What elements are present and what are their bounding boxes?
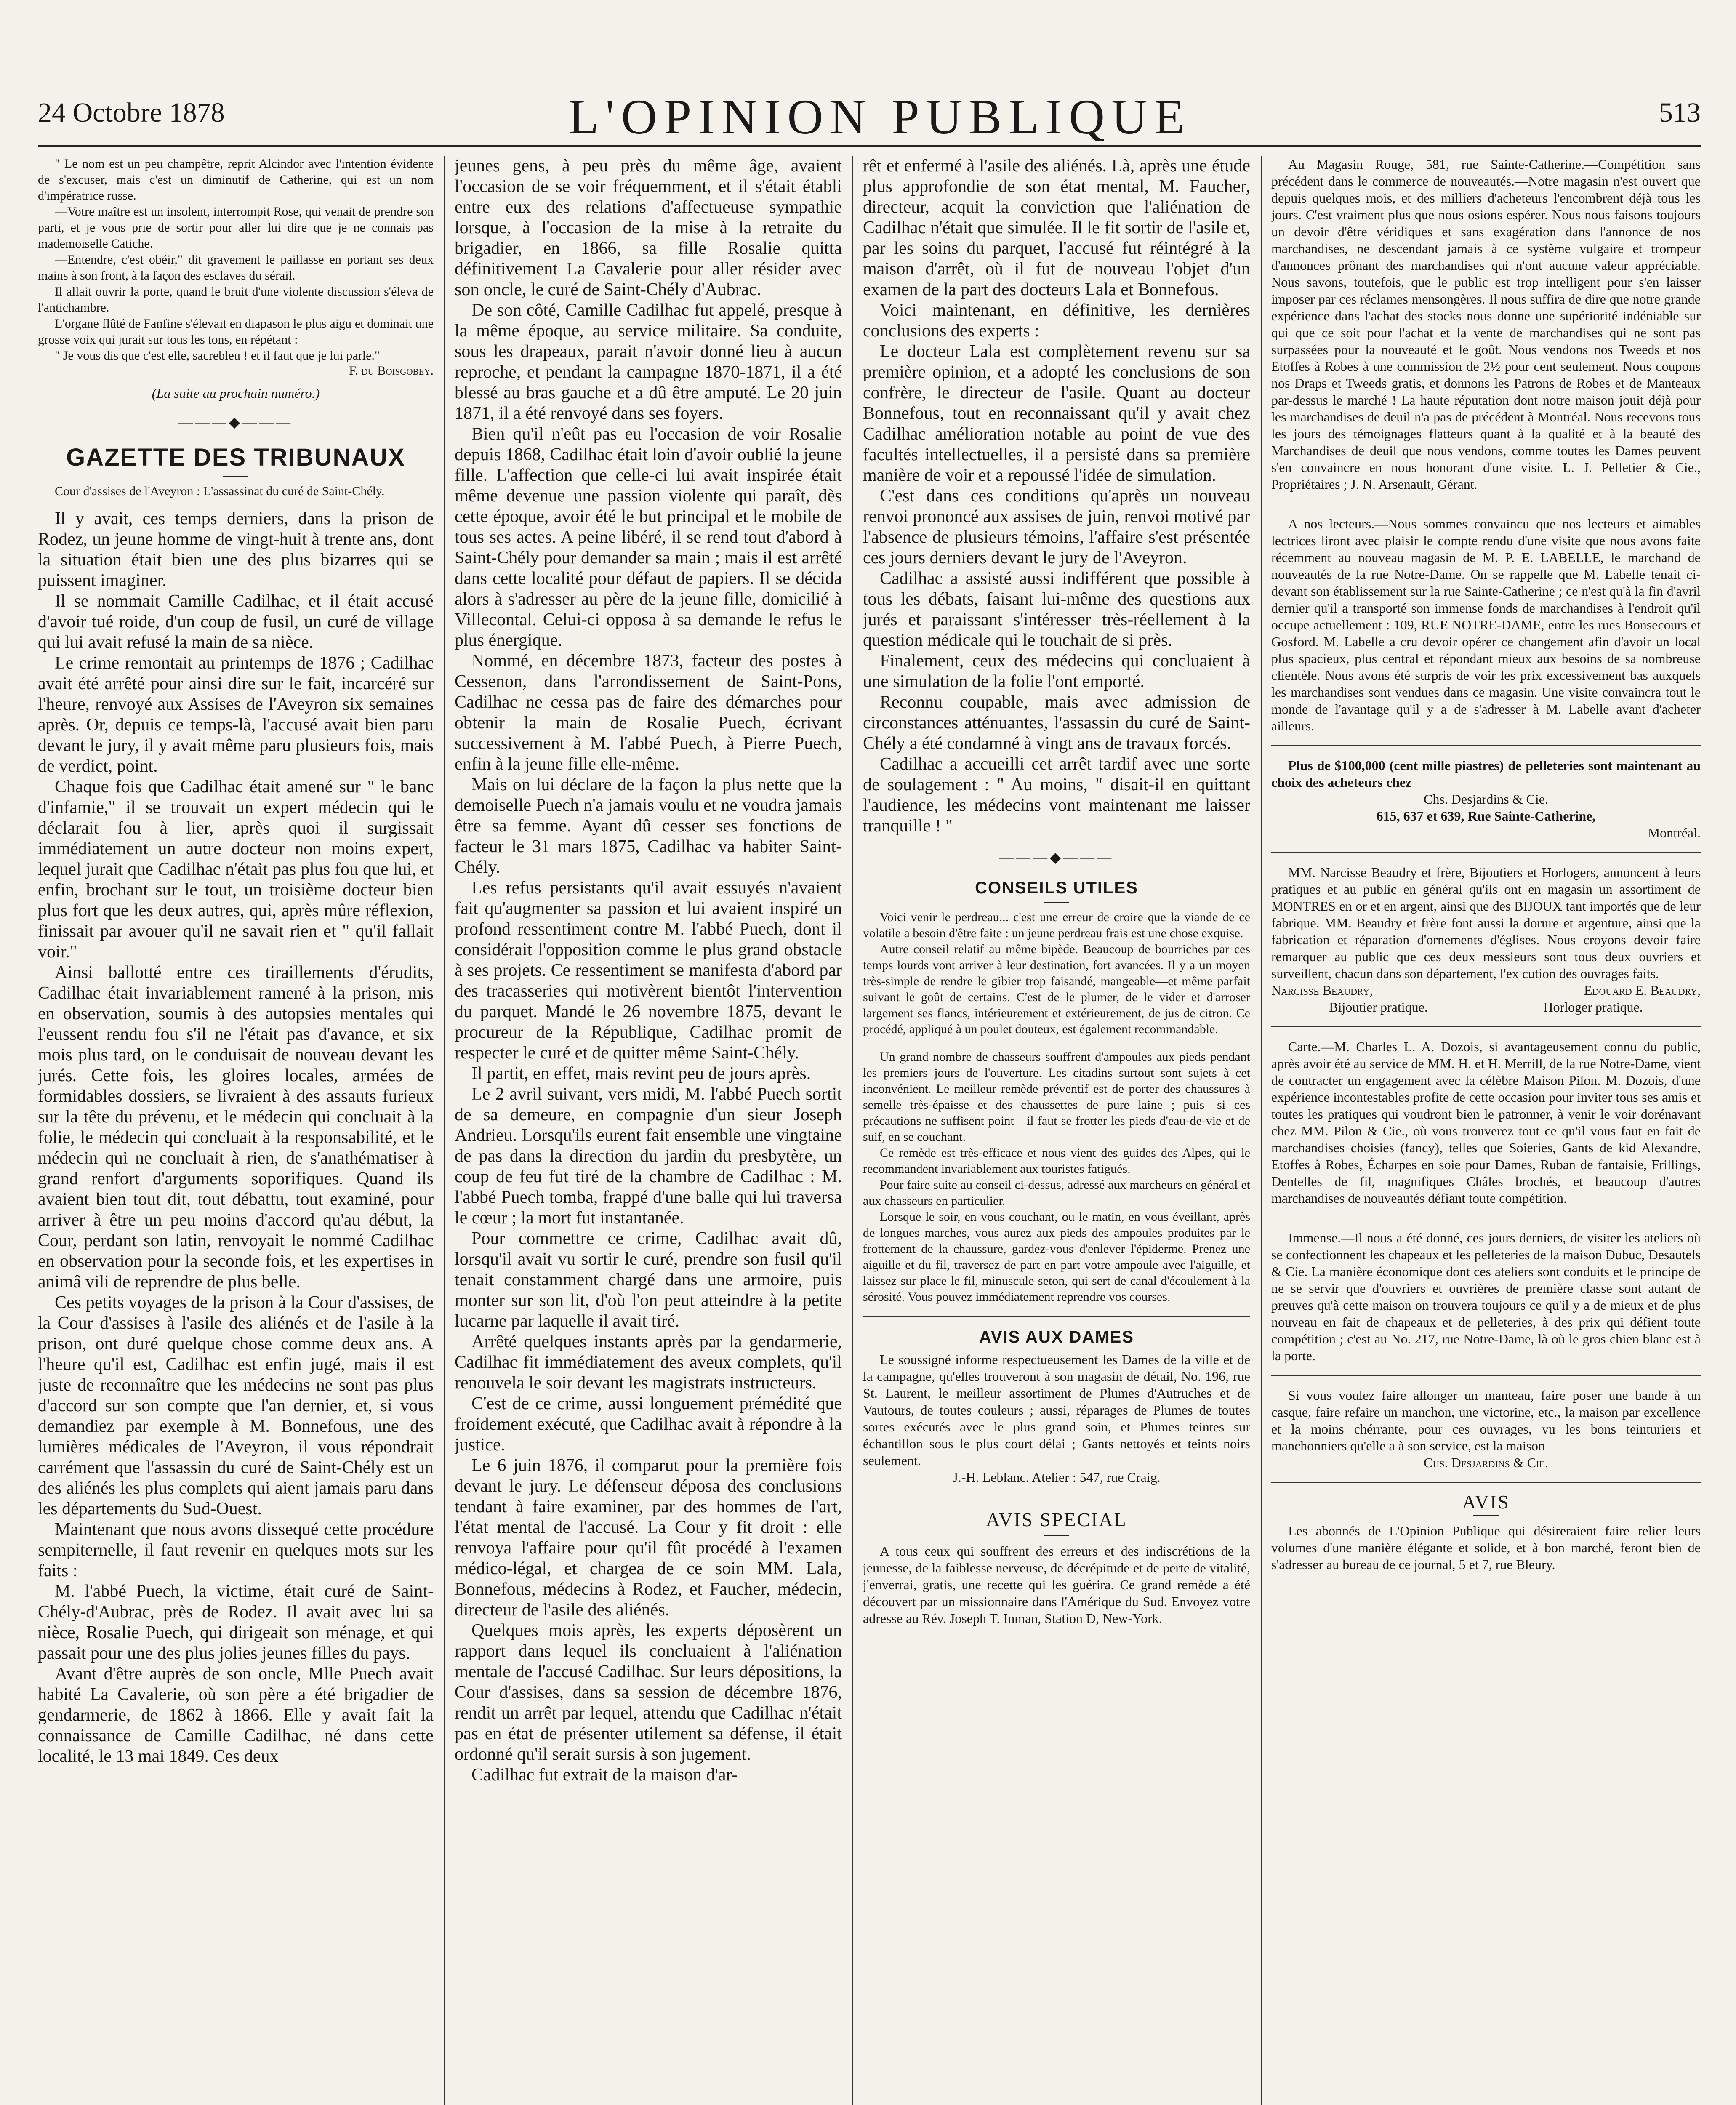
magasin-rouge-ad: Au Magasin Rouge, 581, rue Sainte-Catherine.—Compétition sans précédent dans le commerce de nouveautés.—Notre magasin n'est ouvert que depuis quelques mois, et des milliers d'acheteurs l'encombrent déjà tous les jours. C'est vraiment plus que nous osions espérer. Nous nous faisons toujours un devoir d'être véridiques et sans exagération dans l'annonce de nos marchandises, ne descendant jamais à ce système vulgaire et trompeur d'annonces prônant des marchandises qui n'ont aucune valeur appréciable. Nous savons, toutefois, que le public est trop intelligent pour s'en laisser imposer par ces réclames mensongères. Il nous suffira de dire que notre grande expérience dans l'achat des stocks nous donne une supériorité indéniable sur qui que ce soit pour l'achat et la vente de marchandises qui ne sont pas surpassées pour la nouveauté et le goût. Nous vendons nos Tweeds et nos Etoffes à Robes à une commission de 2½ pour cent seulement. Nous coupons nos Draps et Tweeds gratis, et donnons les Patrons de Robes et de Manteaux par-dessus le marché ! La haute réputation dont notre maison jouit déjà pour les marchandises de deuil n'a pas de précédent à Montréal. Nous recevons tous les jours des témoignages flatteurs quant à la qualité et à la beauté des Marchandises de deuil que nous vendons, comme toutes les Dames peuvent s'en convaincre en nous honorant d'une visite. L. J. Pelletier & Cie., Propriétaires ; J. N. Arsenault, Gérant. (1271, 157, 1701, 492)
article-paragraph: Avant d'être auprès de son oncle, Mlle Puech avait habité La Cavalerie, où son père a été brigadier de gendarmerie, de 1862 à 1866. Elle y avait fait la connaissance de Camille Cadilhac, né dans cette localité, le 13 mai 1849. Ces deux (38, 1664, 434, 1766)
article-paragraph: rêt et enfermé à l'asile des aliénés. Là, après une étude plus approfondie de son état mental, M. Faucher, directeur, acquit la conviction que l'aliénation de Cadilhac n'était que simulée. Il le fit sortir de l'asile et, par les soins du parquet, l'accusé fut réintégré à la maison d'arrêt, où il fut de nouveau l'objet d'un examen de la part des docteurs Lala et Bonnefous. (863, 156, 1250, 299)
article-paragraph: Ainsi ballotté entre ces tiraillements d'érudits, Cadilhac était invariablement ramené à la prison, mis en observation, soumis à des autopsies mentales qui l'eussent rendu fou s'il ne l'était pas d'avance, et six mois plus tard, on le conduisait de nouveau devant les jurés. Cette fois, les gloires locales, armées de formidables dossiers, se livraient à des assauts furieux sur la tête du prévenu, et le médecin qui concluait à la folie, le médecin qui concluait à la responsabilité, et le médecin qui ne concluait à rien, de s'anathématiser à grand renfort d'arguments soporifiques. Quand ils avaient bien tout dit, tout débattu, tout examiné, pour arriver à être un peu moins d'accord qu'au début, la Cour, perdant son latin, renvoyait le nommé Cadilhac en observation pour la seconde fois, et les expertises in animâ vili de reprendre de plus belle. (38, 963, 434, 1292)
article-paragraph: Pour commettre ce crime, Cadilhac avait dû, lorsqu'il avait vu sortir le curé, prendre son fusil qu'il tenait constamment chargé dans une armoire, puis monter sur son lit, d'où l'on peut atteindre à la petite lucarne par laquelle il avait tiré. (455, 1229, 842, 1331)
heading-rule (1473, 1515, 1499, 1516)
column-divider (852, 156, 853, 2105)
article-paragraph: De son côté, Camille Cadilhac fut appelé, presque à la même époque, au service militaire. Sa conduite, sous les drapeaux, parait n'avoir donné lieu à aucun reproche, et pendant la campagne 1870-1871, il a été blessé au bras gauche et a dû être amputé. Le 20 juin 1871, il a été renvoyé dans ses foyers. (455, 301, 842, 423)
serial-paragraph: Il allait ouvrir la porte, quand le bruit d'une violente discussion s'éleva de l'antichambre. (38, 285, 434, 314)
signature-title: Bijoutier pratique. (1329, 999, 1428, 1015)
column-1 (38, 156, 434, 2105)
column-divider (444, 156, 445, 2105)
article-paragraph: Maintenant que nous avons dissequé cette procédure sempiternelle, il faut revenir en quelques mots sur les faits : (38, 1520, 434, 1580)
serial-novel-excerpt (38, 156, 434, 364)
serial-continued-note: (La suite au prochain numéro.) (152, 386, 320, 401)
avis-heading: AVIS (1462, 1491, 1510, 1513)
avis-special-ad (863, 1543, 1250, 1627)
pelleteries-ad: Plus de $100,000 (cent mille piastres) de pelleteries sont maintenant au choix des acheteurs chez (1271, 758, 1701, 790)
pelleteries-address: 615, 637 et 639, Rue Sainte-Catherine, (1376, 808, 1596, 823)
article-paragraph: Autre conseil relatif au même bipède. Beaucoup de bourriches par ces temps lourds vont arriver à leur destination, fort avancées. Il y a un moyen très-simple de rendre le gibier trop faisandé, mangeable—et même parfait suivant le goût de certains. C'est de le plumer, de le vider et d'arroser largement ses flancs, intérieurement et extérieurement, de jus de citron. Ce procédé, appliqué à un poulet douteux, est également recommandable. (863, 942, 1250, 1036)
article-paragraph: Il y avait, ces temps derniers, dans la prison de Rodez, un jeune homme de vingt-huit à trente ans, dont la situation était bien une des plus bizarres qui se puissent imaginer. (38, 509, 434, 590)
article-paragraph: Cadilhac a accueilli cet arrêt tardif avec une sorte de soulagement : " Au moins, " disait-il en quittant l'audience, les médecins vont maintenant me laisser tranquille ! " (863, 754, 1250, 836)
section-rule (1271, 745, 1701, 746)
section-rule (1271, 1482, 1701, 1483)
article-paragraph: Il se nommait Camille Cadilhac, et il était accusé d'avoir tué roide, d'un coup de fusil, un curé de village qui lui avait refusé la main de sa nièce. (38, 592, 434, 652)
article-paragraph: Cadilhac fut extrait de la maison d'ar- (471, 1765, 738, 1785)
avis-dames-ad (863, 1351, 1250, 1486)
article-paragraph: Cadilhac a assisté aussi indifférent que possible à tous les débats, faisant lui-même des questions aux jurés et paraissant s'intéresser très-réellement à la question médicale qui le touchait de si près. (863, 569, 1250, 650)
article-paragraph: Les refus persistants qu'il avait essuyés n'avaient fait qu'augmenter sa passion et lui avaient inspiré un profond ressentiment contre M. l'abbé Puech, dont il considérait l'opposition comme le plus grand obstacle à ses projets. Ce ressentiment se manifesta d'abord par des tracasseries qui motivèrent bientôt l'intervention du parquet. Mandé le 26 novembre 1875, devant le procureur de la République, Cadilhac promit de respecter le curé et de quitter même Saint-Chély. (455, 878, 842, 1063)
beaudry-ad: MM. Narcisse Beaudry et frère, Bijoutiers et Horlogers, annoncent à leurs pratiques et au public en général qu'ils ont en magasin un assortiment de MONTRES en or et en argent, ainsi que des BIJOUX tant importés que de leur fabrique. MM. Beaudry et frère font aussi la dorure et argenture, ainsi que la fabrication et réparation d'ornements d'églises. Nous croyons devoir faire remarquer au public que ces deux messieurs sont tous deux ouvriers et surveillent, chacun dans son département, l'ex cution des ouvrages faits. (1271, 865, 1701, 981)
masthead-title: L'OPINION PUBLIQUE (568, 89, 1191, 144)
avis-special-heading: AVIS SPECIAL (986, 1509, 1127, 1530)
article-paragraph: Le docteur Lala est complètement revenu sur sa première opinion, et a adopté les conclusions de son confrère, le directeur de l'asile. Quant au docteur Bonnefous, tout en reconnaissant qu'il y avait chez Cadilhac amélioration notable au point de vue des facultés intellectuelles, il a persisté dans sa première manière de voir et a repoussé l'idée de simulation. (863, 342, 1250, 485)
column-4 (1271, 156, 1701, 2105)
gazette-heading: GAZETTE DES TRIBUNAUX (66, 444, 405, 471)
immense-notice: Immense.—Il nous a été donné, ces jours derniers, de visiter les ateliers où se confectionnent les chapeaux et les pelleteries de la maison Dubuc, Desautels & Cie. La manière économique dont ces ateliers sont conduits et le principe de ne se servir que d'ouvriers et ouvrières de première classe sont autant de preuves qu'à cette maison on trouvera toujours ce qu'il y a de mieux et de plus nouveau en fait de chapeaux et de pelleteries, à des prix qui défient toute compétition ; c'est au No. 217, rue Notre-Dame, là où le gros chien blanc est à la porte. (1271, 1230, 1701, 1363)
lecteurs-notice: A nos lecteurs.—Nous sommes convaincu que nos lecteurs et aimables lectrices liront avec plaisir le compte rendu d'une visite que nous avons faite récemment au nouveau magasin de M. P. E. LABELLE, le marchand de nouveautés de la rue Notre-Dame. On se rappelle que M. Labelle tenait ci-devant son établissement sur la rue Sainte-Catherine ; ce n'est qu'à la fin d'avril dernier qu'il a transporté son immense fonds de marchandises à l'endroit qu'il occupe actuellement : 109, RUE NOTRE-DAME, entre les rues Bonsecours et Gosford. M. Labelle a cru devoir opérer ce changement afin d'avoir un local plus spacieux, plus central et répondant mieux aux besoins de sa nombreuse clientèle. Nous avons été surpris de voir les prix excessivement bas auxquels les marchandises sont vendues dans ce magasin. Une visite convaincra tout le monde de l'avantage qu'il y a de s'adresser à M. Labelle avant d'acheter ailleurs. (1271, 516, 1701, 733)
column-2 (455, 156, 842, 2105)
article-paragraph: Mais on lui déclare de la façon la plus nette que la demoiselle Puech n'a jamais voulu et ne voudra jamais être sa femme. Ayant dû cesser ses fonctions de facteur le 31 mars 1875, Cadilhac va habiter Saint-Chély. (455, 775, 842, 877)
article-paragraph: Arrêté quelques instants après par la gendarmerie, Cadilhac fit immédiatement des aveux complets, qu'il renouvela le soir devant les magistrats instructeurs. (455, 1332, 842, 1393)
avis-notice: Les abonnés de L'Opinion Publique qui désireraient faire relier leurs volumes d'une manière élégante et solide, et à bon marché, feront bien de s'adresser au bureau de ce journal, 5 et 7, rue Bleury. (1271, 1523, 1701, 1572)
serial-paragraph: —Entendre, c'est obéir," dit gravement le paillasse en portant ses deux mains à son front, à la façon des esclaves du sérail. (38, 253, 434, 282)
ornament-divider: ———◆——— (999, 850, 1114, 866)
beaudry-titles (1271, 999, 1701, 1015)
signature-title: Horloger pratique. (1543, 999, 1643, 1015)
serial-author: F. du Boisgobey. (349, 364, 434, 378)
article-paragraph: Finalement, ceux des médecins qui concluaient à une simulation de la folie l'ont emporté. (863, 651, 1250, 691)
article-paragraph: M. l'abbé Puech, la victime, était curé de Saint-Chély-d'Aubrac, près de Rodez. Il avait avec lui sa nièce, Rosalie Puech, qui dirigeait son ménage, et qui passait pour une des plus jolies jeunes filles du pays. (38, 1582, 434, 1663)
pelleteries-signature: Chs. Desjardins & Cie. (1424, 791, 1548, 807)
ad-text: A tous ceux qui souffrent des erreurs et des indiscrétions de la jeunesse, de la faiblesse nerveuse, de décrépitude et de perte de vitalité, j'enverrai, gratis, une recette qui les guérira. Ce grand remède a été découvert par un missionnaire dans l'Amérique du Sud. Envoyez votre adresse au Rév. Joseph T. Inman, Station D, New-York. (863, 1543, 1250, 1626)
gazette-subheading: Cour d'assises de l'Aveyron : L'assassinat du curé de Saint-Chély. (55, 484, 385, 498)
header-rule (38, 145, 1701, 149)
serial-paragraph: " Le nom est un peu champêtre, reprit Alcindor avec l'intention évidente de s'excuser, mais c'est un diminutif de Catherine, qui est un nom d'impératrice russe. (38, 157, 434, 203)
serial-paragraph: —Votre maître est un insolent, interrompit Rose, qui venait de prendre son parti, et je vous prie de sortir pour aller lui dire que je ne connais pas mademoiselle Catiche. (38, 205, 434, 250)
signature-name: Narcisse Beaudry, (1271, 983, 1373, 998)
carte-notice: Carte.—M. Charles L. A. Dozois, si avantageusement connu du public, après avoir été au service de MM. H. et H. Merrill, de la rue Notre-Dame, vient de contracter un engagement avec la célèbre Maison Pilon. M. Dozois, d'une expérience incontestables profite de cette occasion pour inviter tous ses amis et toutes les pratiques qui voudront bien le patronner, à venir le voir dorénavant chez MM. Pilon & Cie., où vous trouverez tout ce qu'il vous faut en fait de marchandises choisies (fancy), telles que Soieries, Gants de kid Alexandre, Etoffes à Robes, Écharpes en soie pour Dames, Ruban de fantaisie, Frillings, Dentelles de fil, magnifiques Châles brochés, et beaucoup d'autres marchandises de nouveautés défiant toute compétition. (1271, 1039, 1701, 1206)
serial-paragraph: L'organe flûté de Fanfine s'élevait en diapason le plus aigu et dominait une grosse voix qui jurait sur tous les tons, en répétant : (38, 317, 434, 346)
article-paragraph: C'est dans ces conditions qu'après un nouveau renvoi prononcé aux assises de juin, renvoi motivé par l'absence de plusieurs témoins, l'affaire s'est présentée ces jours derniers devant le jury de l'Aveyron. (863, 486, 1250, 568)
column-3 (863, 156, 1250, 2105)
signature-name: Edouard E. Beaudry, (1584, 983, 1701, 998)
column-divider (1261, 156, 1262, 2105)
article-paragraph: Le crime remontait au printemps de 1876 ; Cadilhac avait été arrêté pour ainsi dire sur le fait, incarcéré sur l'heure, renvoyé aux Assises de l'Aveyron six semaines après. Or, depuis ce temps-là, l'accusé avait bien paru devant le jury, il y avait même paru plusieurs fois, mais de verdict, point. (38, 653, 434, 776)
serial-paragraph: " Je vous dis que c'est elle, sacrebleu ! et il faut que je lui parle." (55, 349, 380, 362)
article-paragraph: Chaque fois que Cadilhac était amené sur " le banc d'infamie," il se trouvait un expert médecin qui le déclarait fou à lier, après quoi il surgissait immédiatement un autre docteur non moins expert, lequel jurait que Cadilhac n'était pas plus fou que lui, et enfin, brochant sur le tout, un troisième docteur bien plus fort que les deux autres, qui, après mûre réflexion, finissait par avouer qu'il ne savait rien et " qu'il fallait voir." (38, 777, 434, 962)
article-paragraph: Lorsque le soir, en vous couchant, ou le matin, en vous éveillant, après de longues marches, vous aurez aux pieds des ampoules produites par le frottement de la chaussure, gardez-vous d'enlever l'épiderme. Prenez une aiguille et du fil, traversez de part en part votre ampoule avec l'aiguille, et laissez sur place le fil, minuscule seton, qui sert de canal d'écoulement à la sérosité. Vous pouvez immédiatement reprendre vos courses. (863, 1210, 1250, 1304)
section-rule (863, 1316, 1250, 1317)
heading-rule (1044, 902, 1069, 903)
avis-dames-heading: AVIS AUX DAMES (979, 1328, 1134, 1346)
article-paragraph: Le 2 avril suivant, vers midi, M. l'abbé Puech sortit de sa demeure, en compagnie d'un sieur Joseph Andrieu. Lorsqu'ils eurent fait ensemble une vingtaine de pas dans la direction du jardin du presbytère, un coup de feu fut tiré de la chambre de Cadilhac : M. l'abbé Puech tomba, frappé d'une balle qui lui traversa le cœur ; la mort fut instantanée. (455, 1084, 842, 1228)
article-paragraph: Un grand nombre de chasseurs souffrent d'ampoules aux pieds pendant les premiers jours de l'ouverture. Les citadins surtout sont sujets à cet inconvénient. Le meilleur remède préventif est de porter des chaussures à semelle très-épaisse et des chaussettes de pure laine ; puis—si ces précautions ne suffisent point—il faut se frotter les pieds d'eau-de-vie et de suif, en se couchant. (863, 1050, 1250, 1144)
section-rule (1271, 1026, 1701, 1027)
pelleteries-city: Montréal. (1648, 825, 1701, 840)
section-rule (1271, 1375, 1701, 1376)
issue-date: 24 Octobre 1878 (38, 97, 225, 128)
article-paragraph: Le 6 juin 1876, il comparut pour la première fois devant le jury. Le défenseur déposa des conclusions tendant à faire examiner, par des hommes de l'art, l'état mental de l'accusé. La Cour y fit droit : elle renvoya l'affaire pour qu'il fût procédé à l'examen médico-légal, et chargea de ce soin MM. Lala, Bonnefous, médecins à Rodez, et Faucher, médecin, directeur de l'asile des aliénés. (455, 1456, 842, 1620)
article-paragraph: Reconnu coupable, mais avec admission de circonstances atténuantes, l'assassin du curé de Saint-Chély a été condamné à vingt ans de travaux forcés. (863, 693, 1250, 753)
article-paragraph: Nommé, en décembre 1873, facteur des postes à Cessenon, dans l'arrondissement de Saint-Pons, Cadilhac ne cessa pas de faire des démarches pour obtenir la main de Rosalie Puech, écrivant successivement à M. l'abbé Puech, à Pierre Puech, enfin à la jeune fille elle-même. (455, 651, 842, 774)
article-paragraph: jeunes gens, à peu près du même âge, avaient l'occasion de se voir fréquemment, et il s'était établi entre eux des relations d'affectueuse sympathie lorsque, à l'occasion de la mise à la retraite du brigadier, en 1866, sa fille Rosalie quitta définitivement La Cavalerie pour aller résider avec son oncle, le curé de Saint-Chély d'Aubrac. (455, 156, 842, 299)
article-paragraph: Bien qu'il n'eût pas eu l'occasion de voir Rosalie depuis 1868, Cadilhac était loin d'avoir oublié la jeune fille. L'affection que celle-ci lui avait inspirée était même devenue une passion violente qui paraît, dès cette époque, avoir été le but principal et le mobile de tous ses actes. A peine libéré, il se rend tout d'abord à Saint-Chély pour demander sa main ; mais il est arrêté dans cette localité pour défaut de papiers. Il se décida alors à s'adresser au père de la jeune fille, domicilié à Villecontal. Celui-ci opposa à sa demande le refus le plus énergique. (455, 424, 842, 650)
conseils-heading: CONSEILS UTILES (975, 879, 1138, 897)
manteau-ad: Si vous voulez faire allonger un manteau, faire poser une bande à un casque, faire refaire un manchon, une victorine, etc., la maison par excellence et la moins chérrante, pour ces ouvrages, vu les bons teinturiers et manchonniers qu'elle a à son service, est la maison (1271, 1388, 1701, 1453)
article-paragraph: Ces petits voyages de la prison à la Cour d'assises, de la Cour d'assises à l'asile des aliénés et de l'asile à la prison, ont duré quelque chose comme deux ans. A l'heure qu'il est, Cadilhac est enfin jugé, mais il est juste de reconnaître que les médecins ne sont pas plus d'accord sur son compte que l'an dernier, et, si vous demandiez par exemple à M. Bonnefous, une des lumières médicales de l'Aveyron, il vous répondrait carrément que l'assassin du curé de Saint-Chély est un des aliénés les plus complets qui aient jamais paru dans les départements du Sud-Ouest. (38, 1293, 434, 1519)
article-paragraph: Pour faire suite au conseil ci-dessus, adressé aux marcheurs en général et aux chasseurs en particulier. (863, 1178, 1250, 1208)
conseils-article (863, 909, 1250, 1305)
ad-text: Le soussigné informe respectueusement les Dames de la ville et de la campagne, qu'elles trouveront à son magasin de détail, No. 196, rue St. Laurent, le meilleur assortiment de Plumes d'Autruches et de Vautours, de toutes couleurs ; aussi, réparages de Plumes de toutes sortes exécutés avec le plus grand soin, et Plumes teintes sur échantillon sous le plus court délai ; Gants nettoyés et teints noirs seulement. (863, 1352, 1250, 1468)
article-paragraph: Voici venir le perdreau... c'est une erreur de croire que la viande de ce volatile a besoin d'être faite : un jeune perdreau frais est une chose exquise. (863, 910, 1250, 940)
article-paragraph: Voici maintenant, en définitive, les dernières conclusions des experts : (863, 301, 1250, 341)
heading-rule (1044, 1535, 1069, 1536)
ad-signature: J.-H. Leblanc. Atelier : 547, rue Craig. (953, 1470, 1161, 1485)
beaudry-signatures (1271, 982, 1701, 999)
page-number: 513 (1659, 97, 1701, 128)
manteau-signature: Chs. Desjardins & Cie. (1424, 1455, 1548, 1470)
article-paragraph: Il partit, en effet, mais revint peu de jours après. (471, 1064, 811, 1083)
article-paragraph: C'est de ce crime, aussi longuement prémédité que froidement exécuté, que Cadilhac avait à répondre à la justice. (455, 1394, 842, 1455)
section-rule (1271, 852, 1701, 853)
gazette-article (38, 509, 434, 1767)
article-paragraph: Ce remède est très-efficace et nous vient des guides des Alpes, qui le recommandent invariablement aux touristes fatigués. (863, 1146, 1250, 1176)
article-paragraph: Quelques mois après, les experts déposèrent un rapport dans lequel ils concluaient à l'aliénation mentale de l'accusé Cadilhac. Sur leurs dépositions, la Cour d'assises, dans sa session de décembre 1876, rendit un arrêt par lequel, attendu que Cadilhac n'était pas en état de présenter utilement sa défense, il était ordonné qu'il serait sursis à son jugement. (455, 1621, 842, 1764)
ornament-divider: ———◆——— (178, 415, 293, 430)
heading-rule (223, 476, 248, 477)
